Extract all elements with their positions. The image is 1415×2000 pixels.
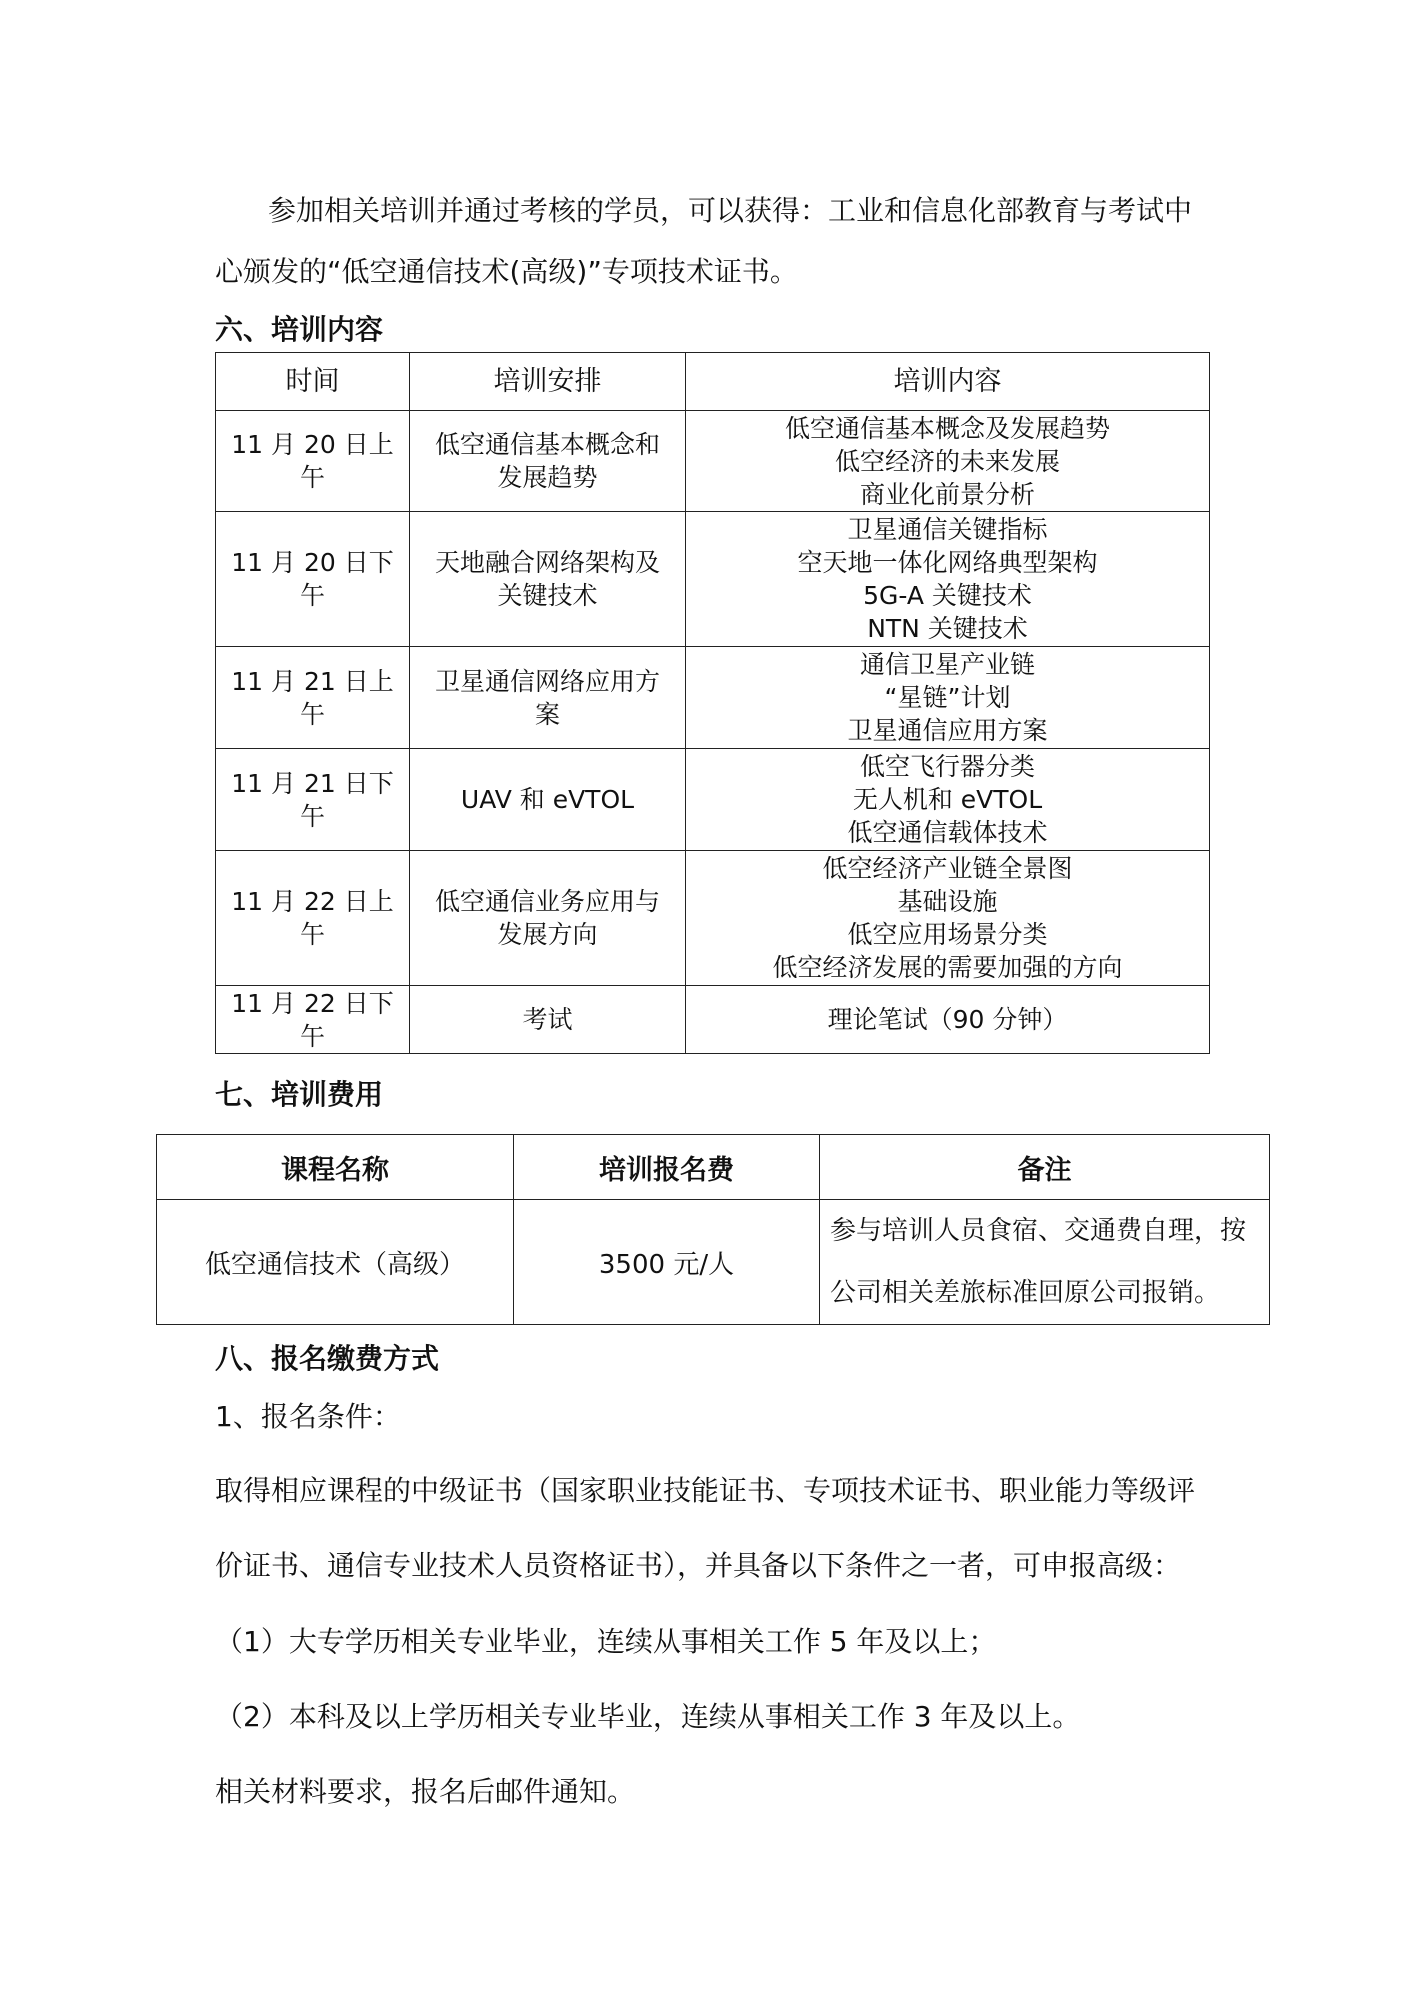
arrangement-cell: 卫星通信网络应用方 案 (410, 647, 686, 749)
materials-note: 相关材料要求，报名后邮件通知。 (215, 1775, 636, 1808)
section-6-heading: 六、培训内容 (215, 313, 384, 346)
content-cell: 通信卫星产业链 “星链”计划 卫星通信应用方案 (686, 647, 1210, 749)
fee-cell: 3500 元/人 (514, 1200, 820, 1325)
arrangement-cell: 考试 (410, 986, 686, 1054)
condition-1: （1）大专学历相关专业毕业，连续从事相关工作 5 年及以上； (215, 1625, 997, 1658)
table-row (216, 647, 1210, 749)
requirements-subheading: 1、报名条件： (215, 1400, 401, 1433)
time-cell: 11 月 21 日上 午 (216, 647, 410, 749)
header-content: 培训内容 (686, 353, 1210, 411)
requirements-line-2: 价证书、通信专业技术人员资格证书），并具备以下条件之一者，可申报高级： (215, 1549, 1182, 1582)
table-header-row (216, 353, 1210, 411)
table-row (216, 851, 1210, 986)
header-fee: 培训报名费 (514, 1135, 820, 1200)
training-schedule-table (215, 352, 1210, 1054)
content-cell: 低空飞行器分类 无人机和 eVTOL 低空通信载体技术 (686, 749, 1210, 851)
course-name-cell: 低空通信技术（高级） (157, 1200, 514, 1325)
note-cell: 参与培训人员食宿、交通费自理，按 公司相关差旅标准回原公司报销。 (820, 1200, 1270, 1325)
table-header-row (157, 1135, 1270, 1200)
header-course-name: 课程名称 (157, 1135, 514, 1200)
header-arrangement: 培训安排 (410, 353, 686, 411)
time-cell: 11 月 20 日上 午 (216, 411, 410, 512)
arrangement-cell: 低空通信业务应用与 发展方向 (410, 851, 686, 986)
arrangement-cell: UAV 和 eVTOL (410, 749, 686, 851)
time-cell: 11 月 21 日下 午 (216, 749, 410, 851)
time-cell: 11 月 20 日下 午 (216, 512, 410, 647)
content-cell: 卫星通信关键指标 空天地一体化网络典型架构 5G-A 关键技术 NTN 关键技术 (686, 512, 1210, 647)
requirements-line-1: 取得相应课程的中级证书（国家职业技能证书、专项技术证书、职业能力等级评 (215, 1474, 1196, 1507)
arrangement-cell: 天地融合网络架构及 关键技术 (410, 512, 686, 647)
header-note: 备注 (820, 1135, 1270, 1200)
table-row (216, 512, 1210, 647)
time-cell: 11 月 22 日下 午 (216, 986, 410, 1054)
section-7-heading: 七、培训费用 (215, 1078, 384, 1111)
time-cell: 11 月 22 日上 午 (216, 851, 410, 986)
arrangement-cell: 低空通信基本概念和 发展趋势 (410, 411, 686, 512)
content-cell: 低空经济产业链全景图 基础设施 低空应用场景分类 低空经济发展的需要加强的方向 (686, 851, 1210, 986)
table-row (216, 986, 1210, 1054)
table-row (216, 411, 1210, 512)
table-row (157, 1200, 1270, 1325)
intro-line-2: 心颁发的“低空通信技术(高级)”专项技术证书。 (215, 255, 798, 288)
section-8-heading: 八、报名缴费方式 (215, 1342, 440, 1375)
training-fee-table (156, 1134, 1270, 1325)
content-cell: 低空通信基本概念及发展趋势 低空经济的未来发展 商业化前景分析 (686, 411, 1210, 512)
table-row (216, 749, 1210, 851)
header-time: 时间 (216, 353, 410, 411)
content-cell: 理论笔试（90 分钟） (686, 986, 1210, 1054)
intro-line-1: 参加相关培训并通过考核的学员，可以获得：工业和信息化部教育与考试中 (268, 194, 1193, 227)
condition-2: （2）本科及以上学历相关专业毕业，连续从事相关工作 3 年及以上。 (215, 1700, 1081, 1733)
